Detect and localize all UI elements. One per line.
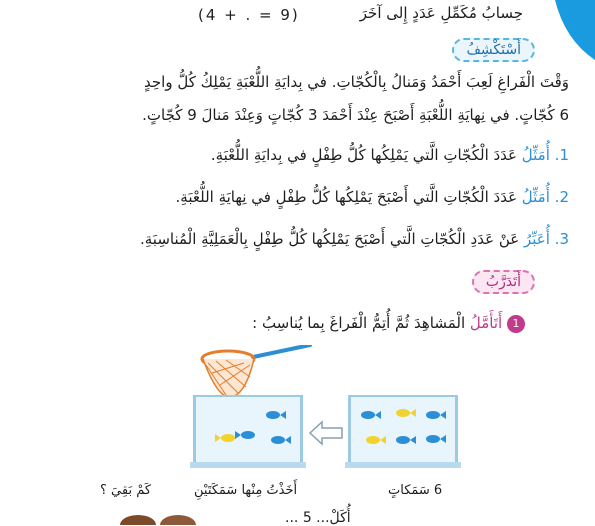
item-text: عَنْ عَدَدِ الْكُجّاتِ الَّتي أَصْبَحَ يَمْلِكُها كُلُّ طِفْلٍ بِالْعَمَلِيَّةِ الْمُناسِبَةِ.	[139, 230, 520, 248]
top-line-text: حِسابُ مُكَمِّلِ عَدَدٍ إِلى آخَرَ	[359, 4, 523, 22]
top-line	[360, 4, 523, 22]
caption-how-many-left: كَمْ بَقِيَ ؟	[100, 483, 152, 498]
exercise-1-line	[252, 314, 525, 333]
fish-icon	[235, 431, 255, 439]
item-number: 1.	[554, 146, 569, 164]
top-equation: (4 + . = 9)	[198, 6, 300, 24]
exercise-verb: أَتَأَمَّلُ	[469, 314, 503, 332]
left-arrow-icon	[308, 420, 344, 446]
practice-tag	[472, 270, 535, 294]
fish-icon	[426, 435, 446, 443]
fish-icon	[266, 411, 286, 419]
fish-icon	[396, 436, 416, 444]
explore-paragraph-line-2	[142, 106, 569, 124]
item-verb: أُعَبِّرُ	[523, 230, 550, 248]
explore-item-1	[211, 146, 569, 164]
item-number: 3.	[554, 230, 569, 248]
explore-tag-label: أَسْتَكْشِفُ	[466, 42, 521, 58]
item-text: عَدَدَ الْكُجّاتِ الَّتي يَمْلِكُها كُلُّ طِفْلٍ في بِدايَةِ اللُّعْبَةِ.	[210, 146, 518, 164]
fish-icon	[271, 436, 291, 444]
explore-item-2	[176, 188, 569, 206]
exercise-number-badge: 1	[507, 315, 525, 333]
explore-paragraph-line-1	[144, 73, 569, 91]
fish-icon	[366, 436, 386, 444]
explore-item-3	[140, 230, 569, 248]
fish-icon	[361, 411, 381, 419]
item-text: عَدَدَ الْكُجّاتِ الَّتي أَصْبَحَ يَمْلِكُها كُلُّ طِفْلٍ في نِهايَةِ اللُّعْبَةِ.	[175, 188, 518, 206]
bottom-illustration-icon	[118, 512, 208, 525]
bottom-line-partial: أُكَلْ... 5 ...	[285, 510, 351, 526]
explore-tag	[452, 38, 535, 62]
corner-decoration	[535, 0, 595, 60]
item-verb: أُمَثِّلُ	[521, 188, 550, 206]
item-number: 2.	[554, 188, 569, 206]
caption-six-fish: 6 سَمَكاتٍ	[388, 483, 443, 498]
exercise-text: الْمَشاهِدَ ثُمَّ أُتِمُّ الْفَراغَ بِما يُناسِبُ :	[252, 314, 466, 332]
explore-paragraph-1: وَقْتَ الْفَراغِ لَعِبَ أَحْمَدُ وَمَنالُ بِالْكُجّاتِ. في بِدايَةِ اللُّعْبَةِ يَمْلِكُ كُلُّ واحِدٍ	[144, 73, 569, 91]
practice-tag-label: أَتَدَرَّبُ	[485, 274, 521, 290]
item-verb: أُمَثِّلُ	[521, 146, 550, 164]
left-tank-fish	[193, 395, 303, 465]
explore-paragraph-2: 6 كُجّاتٍ. في نِهايَةِ اللُّعْبَةِ أَصْبَحَ عِنْدَ أَحْمَدَ 3 كُجّاتٍ وَعِنْدَ مَنالَ 9 كُجّاتٍ.	[142, 106, 569, 124]
fish-icon	[396, 409, 416, 417]
fish-icon	[426, 411, 446, 419]
fish-icon	[215, 434, 235, 442]
caption-took-two: أَخَذْتُ مِنْها سَمَكَتَيْنِ	[194, 483, 298, 498]
right-tank-fish	[348, 395, 458, 465]
